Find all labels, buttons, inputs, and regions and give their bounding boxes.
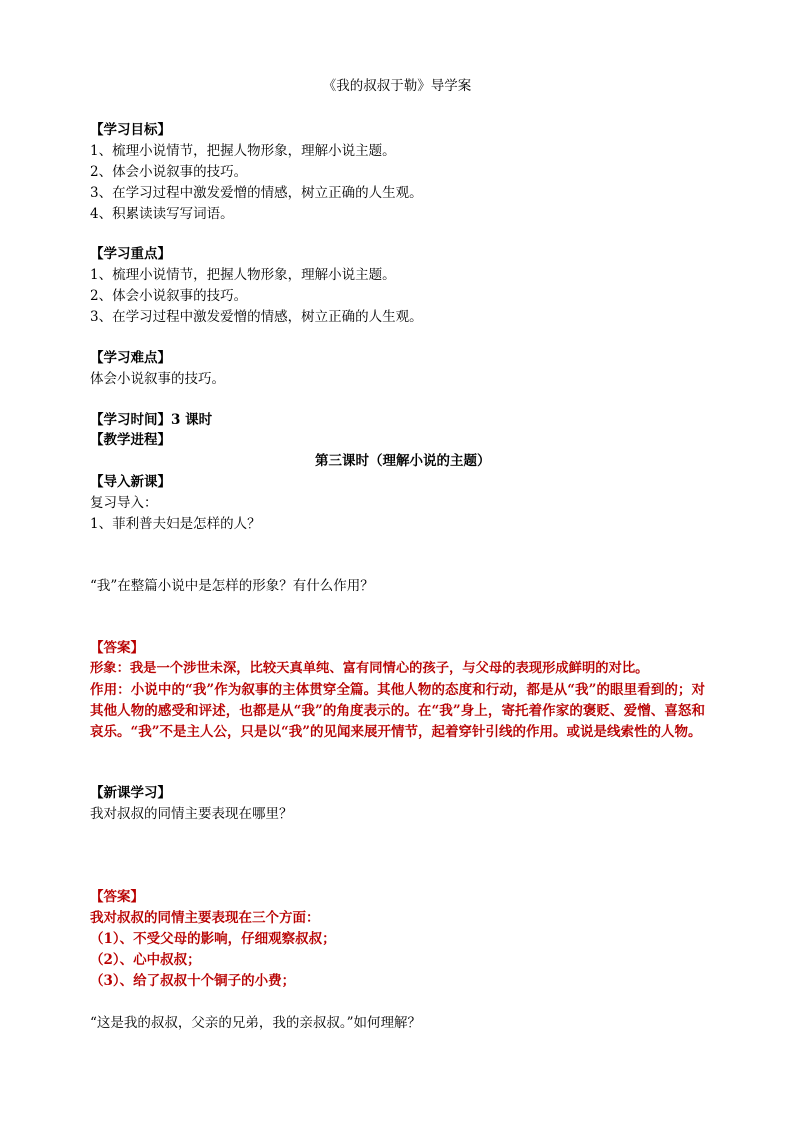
new-lesson-question: 我对叔叔的同情主要表现在哪里？ [90, 806, 293, 822]
answer-intro: 我对叔叔的同情主要表现在三个方面： [90, 910, 320, 926]
intro-question-1: 1、菲利普夫妇是怎样的人？ [90, 516, 261, 532]
final-question: “这是我的叔叔，父亲的兄弟，我的亲叔叔。”如何理解？ [90, 1015, 422, 1031]
intro-heading: 【导入新课】 [90, 474, 171, 490]
study-time: 【学习时间】3 课时 [90, 412, 213, 428]
page-title: 《我的叔叔于勒》导学案 [322, 78, 472, 94]
intro-review: 复习导入： [90, 495, 158, 511]
objectives-heading: 【学习目标】 [90, 122, 171, 138]
key-point-item: 2、体会小说叙事的技巧。 [90, 288, 248, 304]
lesson-title: 第三课时（理解小说的主题） [315, 453, 491, 469]
key-points-heading: 【学习重点】 [90, 246, 171, 262]
objective-item: 3、在学习过程中激发爱憎的情感，树立正确的人生观。 [90, 185, 423, 201]
answer-heading: 【答案】 [90, 640, 144, 656]
process-heading: 【教学进程】 [90, 432, 171, 448]
answer-item: （3）、给了叔叔十个铜子的小费； [90, 973, 296, 989]
difficulty-text: 体会小说叙事的技巧。 [90, 371, 225, 387]
answer-image-line: 形象：我是一个涉世未深，比较天真单纯、富有同情心的孩子，与父母的表现形成鲜明的对比。 [90, 661, 649, 676]
answer-item: （1）、不受父母的影响，仔细观察叔叔； [90, 931, 336, 947]
objective-item: 1、梳理小说情节，把握人物形象，理解小说主题。 [90, 143, 396, 159]
key-point-item: 1、梳理小说情节，把握人物形象，理解小说主题。 [90, 267, 396, 283]
objective-item: 4、积累读读写写词语。 [90, 206, 234, 222]
intro-question-2: “我”在整篇小说中是怎样的形象？有什么作用？ [90, 578, 374, 594]
answer-item: （2）、心中叔叔； [90, 952, 201, 968]
key-point-item: 3、在学习过程中激发爱憎的情感，树立正确的人生观。 [90, 309, 423, 325]
difficulty-heading: 【学习难点】 [90, 350, 171, 366]
answer-role-paragraph: 作用：小说中的“我”作为叙事的主体贯穿全篇。其他人物的态度和行动，都是从“我”的眼里看到的；对其他人物的感受和评述，也都是从“我”的角度表示的。在“我”身上，寄托着作家的褒贬、爱憎、喜怒和哀乐。“我”不是主人公，只是以“我”的见闻来展开情节，起着穿针引线的作用。或说是线索性的人物。 [90, 682, 705, 740]
new-lesson-heading: 【新课学习】 [90, 785, 171, 801]
answer-heading: 【答案】 [90, 889, 144, 905]
objective-item: 2、体会小说叙事的技巧。 [90, 164, 248, 180]
